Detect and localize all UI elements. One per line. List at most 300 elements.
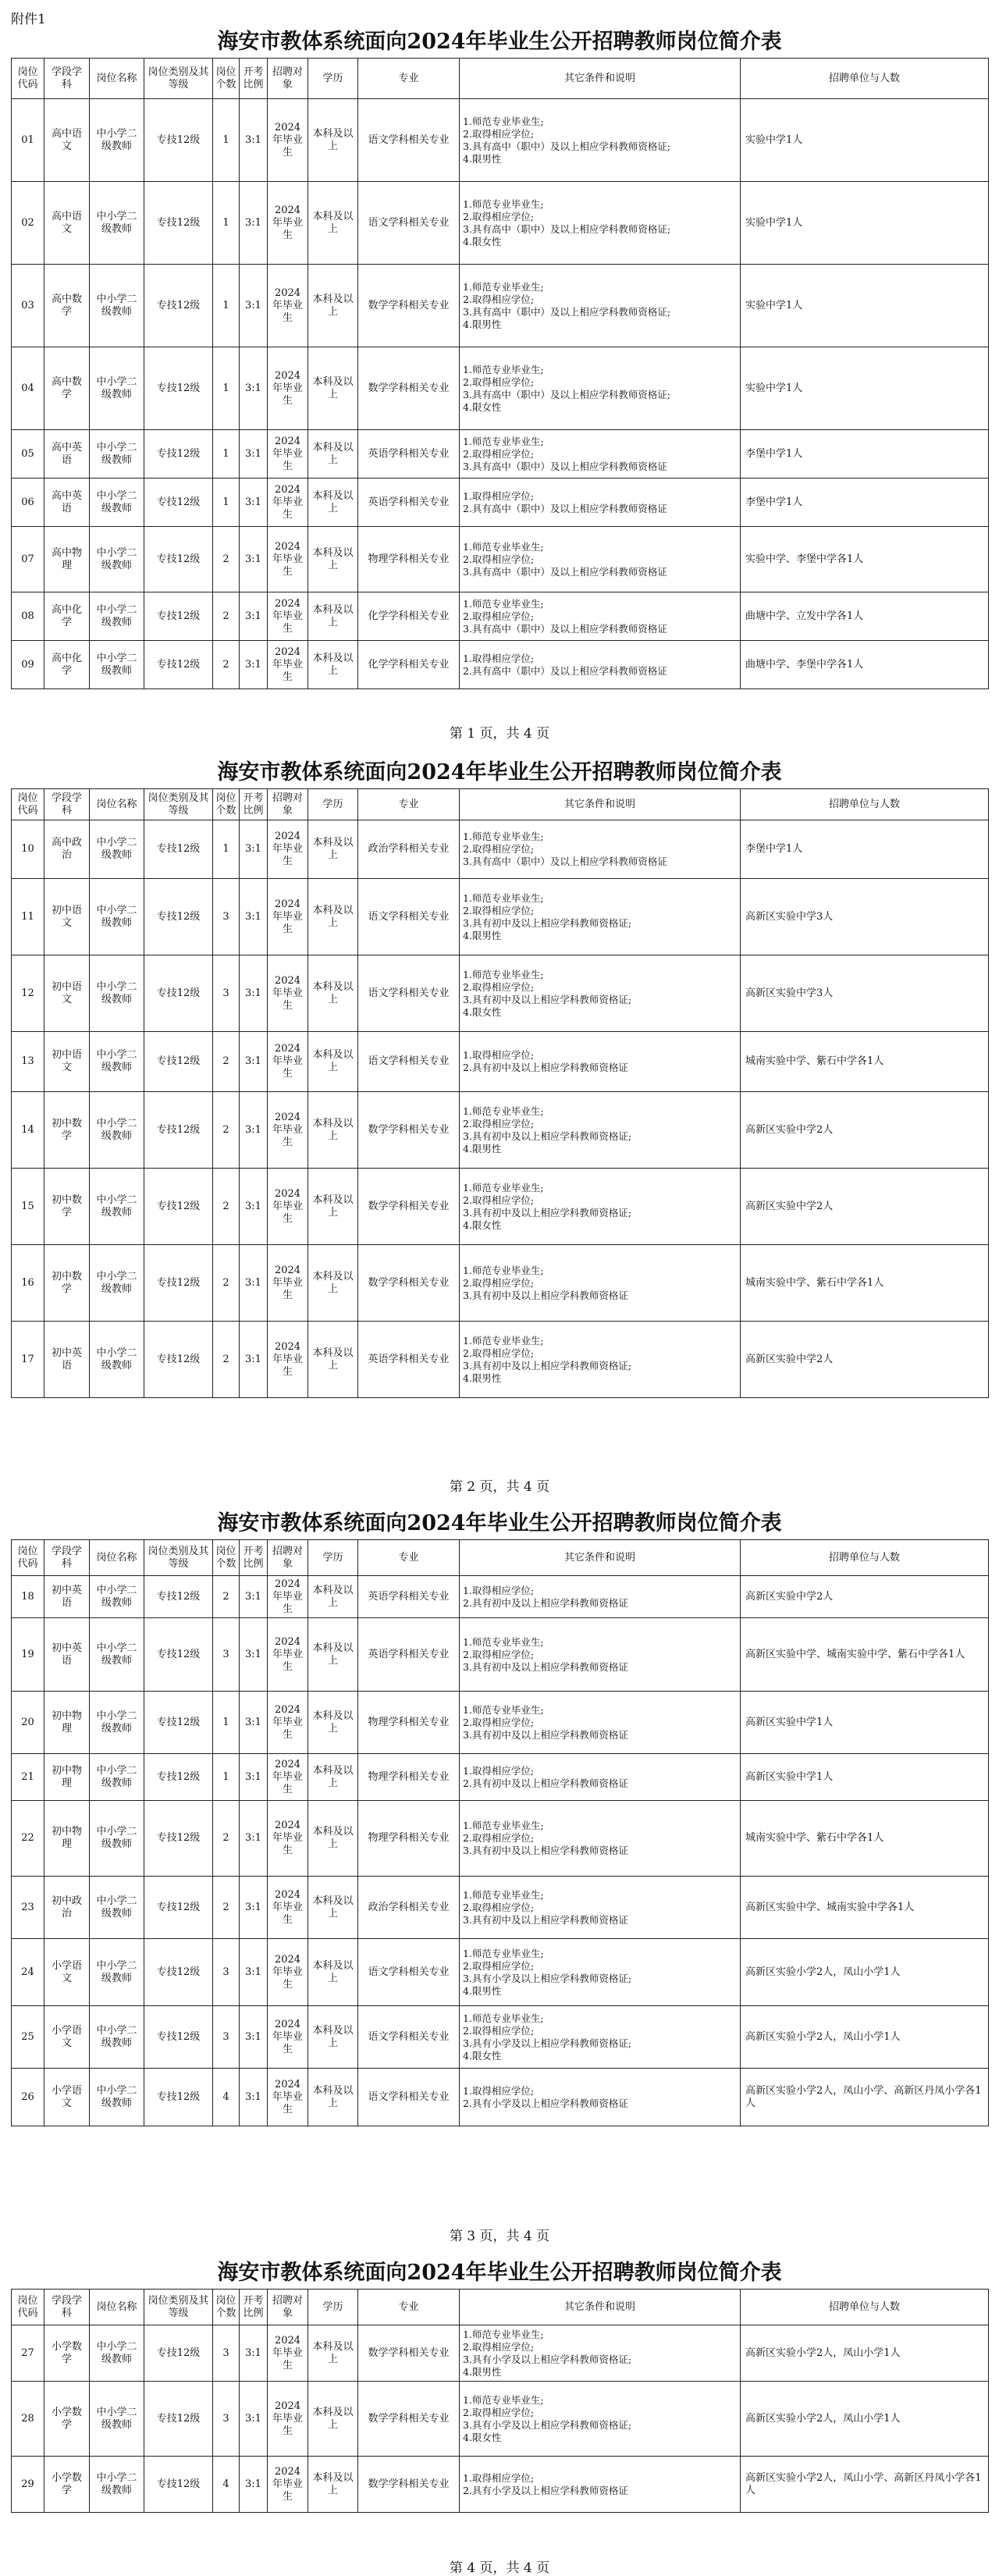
cell-grade: 专技12级	[144, 1245, 213, 1322]
cell-target: 2024年毕业生	[268, 1576, 308, 1618]
column-header-post: 岗位名称	[90, 1540, 144, 1576]
column-header-edu: 学历	[308, 59, 358, 99]
requirement-line: 2.取得相应学位;	[463, 2406, 535, 2418]
cell-code: 17	[12, 1322, 44, 1398]
cell-units: 实验中学1人	[741, 182, 989, 265]
cell-edu: 本科及以上	[308, 430, 358, 479]
cell-count: 2	[213, 1322, 240, 1398]
cell-target: 2024年毕业生	[268, 1092, 308, 1169]
requirement-line: 3.具有高中（职中）及以上相应学科教师资格证;	[463, 305, 671, 318]
cell-req	[460, 2382, 741, 2457]
column-header-major: 专业	[358, 59, 460, 99]
cell-edu: 本科及以上	[308, 479, 358, 527]
cell-subject: 小学语文	[44, 2006, 90, 2069]
column-header-post: 岗位名称	[90, 2290, 144, 2325]
cell-count: 2	[213, 1169, 240, 1245]
cell-ratio: 3:1	[240, 1245, 268, 1322]
requirement-line: 1.师范专业毕业生;	[463, 363, 544, 375]
cell-major: 物理学科相关专业	[358, 1754, 460, 1801]
cell-edu: 本科及以上	[308, 1877, 358, 1939]
cell-req	[460, 592, 741, 641]
page-title: 海安市教体系统面向2024年毕业生公开招聘教师岗位简介表	[217, 30, 782, 54]
cell-post: 中小学二级教师	[90, 479, 144, 527]
cell-subject: 初中语文	[44, 879, 90, 955]
cell-post: 中小学二级教师	[90, 99, 144, 182]
cell-subject: 高中英语	[44, 430, 90, 479]
cell-subject: 初中英语	[44, 1322, 90, 1398]
requirement-line: 2.取得相应学位;	[463, 1347, 535, 1359]
cell-post: 中小学二级教师	[90, 265, 144, 347]
cell-count: 3	[213, 2325, 240, 2382]
requirement-line: 1.师范专业毕业生;	[463, 891, 544, 904]
cell-ratio: 3:1	[240, 430, 268, 479]
cell-req	[460, 2457, 741, 2513]
cell-post: 中小学二级教师	[90, 1245, 144, 1322]
cell-grade: 专技12级	[144, 641, 213, 689]
cell-target: 2024年毕业生	[268, 1754, 308, 1801]
table-row	[12, 879, 989, 955]
cell-target: 2024年毕业生	[268, 479, 308, 527]
requirement-line: 2.取得相应学位;	[463, 127, 535, 140]
cell-subject: 高中语文	[44, 182, 90, 265]
page-1	[11, 27, 988, 689]
cell-code: 24	[12, 1939, 44, 2006]
cell-edu: 本科及以上	[308, 527, 358, 592]
cell-grade: 专技12级	[144, 1801, 213, 1877]
cell-ratio: 3:1	[240, 1576, 268, 1618]
requirement-line: 2.具有高中（职中）及以上相应学科教师资格证	[463, 502, 667, 514]
cell-grade: 专技12级	[144, 347, 213, 430]
page-footer: 第 1 页，共 4 页	[449, 726, 550, 742]
requirement-line: 2.取得相应学位;	[463, 1832, 535, 1844]
column-header-post: 岗位名称	[90, 789, 144, 820]
table-row	[12, 527, 989, 592]
cell-count: 2	[213, 1245, 240, 1322]
cell-grade: 专技12级	[144, 1754, 213, 1801]
requirement-line: 2.取得相应学位;	[463, 1194, 535, 1206]
cell-ratio: 3:1	[240, 182, 268, 265]
cell-req	[460, 1092, 741, 1169]
column-header-code: 岗位代码	[12, 789, 44, 820]
requirement-line: 2.取得相应学位;	[463, 843, 535, 855]
requirement-line: 3.具有高中（职中）及以上相应学科教师资格证	[463, 460, 667, 472]
cell-major: 物理学科相关专业	[358, 1801, 460, 1877]
cell-req	[460, 1032, 741, 1092]
cell-major: 英语学科相关专业	[358, 430, 460, 479]
cell-units: 高新区实验中学2人	[741, 1576, 989, 1618]
cell-major: 数学学科相关专业	[358, 2382, 460, 2457]
page-2	[11, 757, 988, 1398]
page-4	[11, 2258, 988, 2513]
cell-grade: 专技12级	[144, 1939, 213, 2006]
cell-target: 2024年毕业生	[268, 1877, 308, 1939]
cell-post: 中小学二级教师	[90, 1801, 144, 1877]
column-header-ratio: 开考比例	[240, 1540, 268, 1576]
cell-count: 1	[213, 1754, 240, 1801]
table-row	[12, 820, 989, 879]
requirement-line: 2.取得相应学位;	[463, 210, 535, 222]
cell-ratio: 3:1	[240, 1618, 268, 1692]
cell-units: 高新区实验小学2人，凤山小学、高新区丹凤小学各1人	[741, 2069, 989, 2126]
cell-units: 高新区实验中学1人	[741, 1754, 989, 1801]
cell-major: 语文学科相关专业	[358, 99, 460, 182]
table-header-row	[12, 1540, 989, 1576]
requirement-line: 3.具有初中及以上相应学科教师资格证;	[463, 993, 632, 1005]
page-title: 海安市教体系统面向2024年毕业生公开招聘教师岗位简介表	[217, 2261, 782, 2285]
cell-target: 2024年毕业生	[268, 1032, 308, 1092]
page-footer: 第 3 页，共 4 页	[449, 2229, 550, 2244]
cell-major: 英语学科相关专业	[358, 1576, 460, 1618]
cell-code: 28	[12, 2382, 44, 2457]
column-header-count: 岗位个数	[213, 2290, 240, 2325]
cell-target: 2024年毕业生	[268, 1245, 308, 1322]
cell-ratio: 3:1	[240, 2457, 268, 2513]
cell-subject: 高中化学	[44, 641, 90, 689]
cell-grade: 专技12级	[144, 430, 213, 479]
column-header-major: 专业	[358, 2290, 460, 2325]
cell-ratio: 3:1	[240, 1032, 268, 1092]
cell-post: 中小学二级教师	[90, 1032, 144, 1092]
cell-major: 语文学科相关专业	[358, 2069, 460, 2126]
cell-post: 中小学二级教师	[90, 1754, 144, 1801]
requirement-line: 1.师范专业毕业生;	[463, 2393, 544, 2406]
column-header-count: 岗位个数	[213, 59, 240, 99]
cell-ratio: 3:1	[240, 641, 268, 689]
requirement-line: 1.师范专业毕业生;	[463, 1334, 544, 1347]
cell-edu: 本科及以上	[308, 2457, 358, 2513]
cell-post: 中小学二级教师	[90, 641, 144, 689]
column-header-req: 其它条件和说明	[460, 789, 741, 820]
cell-code: 27	[12, 2325, 44, 2382]
cell-units: 高新区实验小学2人，凤山小学1人	[741, 2382, 989, 2457]
requirement-line: 1.师范专业毕业生;	[463, 435, 544, 447]
cell-subject: 小学数学	[44, 2457, 90, 2513]
cell-post: 中小学二级教师	[90, 1322, 144, 1398]
cell-edu: 本科及以上	[308, 1754, 358, 1801]
requirement-line: 2.取得相应学位;	[463, 1959, 535, 1972]
cell-units: 曲塘中学、李堡中学各1人	[741, 641, 989, 689]
cell-count: 1	[213, 265, 240, 347]
table-row	[12, 1692, 989, 1754]
column-header-major: 专业	[358, 1540, 460, 1576]
cell-code: 11	[12, 879, 44, 955]
requirement-line: 2.具有初中及以上相应学科教师资格证	[463, 1777, 628, 1789]
column-header-subject: 学段学科	[44, 1540, 90, 1576]
table-row	[12, 1754, 989, 1801]
cell-post: 中小学二级教师	[90, 2457, 144, 2513]
cell-subject: 高中语文	[44, 99, 90, 182]
table-row	[12, 592, 989, 641]
requirement-line: 2.取得相应学位;	[463, 1117, 535, 1130]
requirement-line: 4.限女性	[463, 1005, 502, 1018]
cell-target: 2024年毕业生	[268, 99, 308, 182]
requirement-line: 1.取得相应学位;	[463, 1764, 535, 1777]
cell-req	[460, 1618, 741, 1692]
cell-ratio: 3:1	[240, 1169, 268, 1245]
requirement-line: 2.取得相应学位;	[463, 1648, 535, 1660]
column-header-units: 招聘单位与人数	[741, 2290, 989, 2325]
cell-code: 06	[12, 479, 44, 527]
requirement-line: 4.限男性	[463, 152, 502, 165]
cell-subject: 初中物理	[44, 1801, 90, 1877]
cell-post: 中小学二级教师	[90, 347, 144, 430]
cell-post: 中小学二级教师	[90, 430, 144, 479]
cell-req	[460, 1322, 741, 1398]
requirement-line: 4.限男性	[463, 1984, 502, 1997]
cell-ratio: 3:1	[240, 479, 268, 527]
cell-post: 中小学二级教师	[90, 879, 144, 955]
requirement-line: 1.师范专业毕业生;	[463, 540, 544, 553]
cell-post: 中小学二级教师	[90, 2069, 144, 2126]
requirement-line: 4.限女性	[463, 2049, 502, 2062]
requirement-line: 4.限女性	[463, 2431, 502, 2443]
cell-subject: 初中物理	[44, 1754, 90, 1801]
cell-target: 2024年毕业生	[268, 2069, 308, 2126]
cell-subject: 小学数学	[44, 2325, 90, 2382]
column-header-ratio: 开考比例	[240, 2290, 268, 2325]
requirement-line: 1.师范专业毕业生;	[463, 2328, 544, 2340]
cell-post: 中小学二级教师	[90, 1939, 144, 2006]
cell-ratio: 3:1	[240, 347, 268, 430]
cell-post: 中小学二级教师	[90, 1877, 144, 1939]
cell-ratio: 3:1	[240, 1939, 268, 2006]
column-header-target: 招聘对象	[268, 2290, 308, 2325]
cell-code: 12	[12, 955, 44, 1032]
cell-grade: 专技12级	[144, 879, 213, 955]
requirement-line: 4.限男性	[463, 1372, 502, 1384]
cell-grade: 专技12级	[144, 1169, 213, 1245]
cell-code: 01	[12, 99, 44, 182]
cell-grade: 专技12级	[144, 1692, 213, 1754]
cell-code: 26	[12, 2069, 44, 2126]
requirement-line: 3.具有小学及以上相应学科教师资格证;	[463, 2037, 632, 2049]
requirement-line: 2.取得相应学位;	[463, 1716, 535, 1728]
cell-post: 中小学二级教师	[90, 1092, 144, 1169]
column-header-major: 专业	[358, 789, 460, 820]
cell-req	[460, 1245, 741, 1322]
cell-count: 4	[213, 2069, 240, 2126]
cell-count: 3	[213, 2382, 240, 2457]
cell-edu: 本科及以上	[308, 1092, 358, 1169]
cell-units: 高新区实验小学2人，凤山小学、高新区丹凤小学各1人	[741, 2457, 989, 2513]
requirement-line: 1.师范专业毕业生;	[463, 1888, 544, 1901]
cell-edu: 本科及以上	[308, 1618, 358, 1692]
cell-target: 2024年毕业生	[268, 592, 308, 641]
table-row	[12, 2382, 989, 2457]
requirement-line: 1.师范专业毕业生;	[463, 280, 544, 293]
requirement-line: 1.师范专业毕业生;	[463, 1947, 544, 1959]
cell-units: 高新区实验中学、城南实验中学、紫石中学各1人	[741, 1618, 989, 1692]
cell-ratio: 3:1	[240, 2325, 268, 2382]
cell-req	[460, 1877, 741, 1939]
column-header-count: 岗位个数	[213, 789, 240, 820]
cell-units: 高新区实验中学2人	[741, 1169, 989, 1245]
requirement-line: 1.取得相应学位;	[463, 2084, 535, 2097]
cell-major: 数学学科相关专业	[358, 2457, 460, 2513]
cell-subject: 初中英语	[44, 1576, 90, 1618]
cell-subject: 初中数学	[44, 1092, 90, 1169]
requirement-line: 2.取得相应学位;	[463, 980, 535, 993]
cell-units: 高新区实验中学3人	[741, 879, 989, 955]
cell-major: 语文学科相关专业	[358, 1032, 460, 1092]
requirement-line: 1.师范专业毕业生;	[463, 968, 544, 980]
cell-major: 化学学科相关专业	[358, 592, 460, 641]
cell-count: 2	[213, 1092, 240, 1169]
cell-req	[460, 1754, 741, 1801]
cell-edu: 本科及以上	[308, 1245, 358, 1322]
requirement-line: 4.限女性	[463, 1219, 502, 1231]
cell-subject: 高中政治	[44, 820, 90, 879]
cell-ratio: 3:1	[240, 2006, 268, 2069]
cell-major: 数学学科相关专业	[358, 2325, 460, 2382]
cell-code: 08	[12, 592, 44, 641]
cell-subject: 初中数学	[44, 1245, 90, 1322]
column-header-subject: 学段学科	[44, 789, 90, 820]
cell-count: 3	[213, 1618, 240, 1692]
requirement-line: 1.师范专业毕业生;	[463, 1105, 544, 1117]
cell-count: 1	[213, 182, 240, 265]
cell-grade: 专技12级	[144, 820, 213, 879]
table-row	[12, 955, 989, 1032]
cell-edu: 本科及以上	[308, 265, 358, 347]
cell-count: 2	[213, 527, 240, 592]
column-header-post: 岗位名称	[90, 59, 144, 99]
cell-code: 07	[12, 527, 44, 592]
cell-ratio: 3:1	[240, 265, 268, 347]
cell-req	[460, 879, 741, 955]
cell-req	[460, 265, 741, 347]
attachment-label: 附件1	[11, 12, 46, 27]
cell-subject: 高中物理	[44, 527, 90, 592]
cell-units: 李堡中学1人	[741, 430, 989, 479]
requirement-line: 2.取得相应学位;	[463, 610, 535, 622]
cell-grade: 专技12级	[144, 1322, 213, 1398]
cell-target: 2024年毕业生	[268, 2382, 308, 2457]
cell-grade: 专技12级	[144, 182, 213, 265]
cell-req	[460, 955, 741, 1032]
cell-units: 城南实验中学、紫石中学各1人	[741, 1032, 989, 1092]
cell-units: 城南实验中学、紫石中学各1人	[741, 1801, 989, 1877]
cell-edu: 本科及以上	[308, 2382, 358, 2457]
table-row	[12, 1092, 989, 1169]
cell-post: 中小学二级教师	[90, 592, 144, 641]
column-header-grade: 岗位类别及其等级	[144, 2290, 213, 2325]
cell-count: 1	[213, 820, 240, 879]
cell-target: 2024年毕业生	[268, 820, 308, 879]
cell-ratio: 3:1	[240, 1692, 268, 1754]
cell-subject: 小学语文	[44, 2069, 90, 2126]
requirement-line: 1.师范专业毕业生;	[463, 1181, 544, 1194]
cell-code: 25	[12, 2006, 44, 2069]
cell-subject: 小学数学	[44, 2382, 90, 2457]
column-header-target: 招聘对象	[268, 789, 308, 820]
cell-grade: 专技12级	[144, 1092, 213, 1169]
requirement-line: 1.取得相应学位;	[463, 2471, 535, 2484]
column-header-target: 招聘对象	[268, 59, 308, 99]
cell-req	[460, 2006, 741, 2069]
table-header-row	[12, 59, 989, 99]
requirement-line: 1.取得相应学位;	[463, 1049, 535, 1061]
cell-post: 中小学二级教师	[90, 1692, 144, 1754]
table-row	[12, 265, 989, 347]
cell-count: 4	[213, 2457, 240, 2513]
cell-req	[460, 641, 741, 689]
cell-subject: 初中数学	[44, 1169, 90, 1245]
cell-code: 09	[12, 641, 44, 689]
requirement-line: 2.具有初中及以上相应学科教师资格证	[463, 1062, 628, 1073]
cell-units: 高新区实验中学2人	[741, 1322, 989, 1398]
cell-major: 政治学科相关专业	[358, 1877, 460, 1939]
table-row	[12, 1245, 989, 1322]
requirement-line: 1.师范专业毕业生;	[463, 1703, 544, 1716]
requirement-line: 1.师范专业毕业生;	[463, 197, 544, 210]
requirement-line: 1.师范专业毕业生;	[463, 1820, 544, 1831]
column-header-units: 招聘单位与人数	[741, 1540, 989, 1576]
requirement-line: 1.师范专业毕业生;	[463, 2012, 544, 2024]
cell-target: 2024年毕业生	[268, 430, 308, 479]
cell-ratio: 3:1	[240, 1092, 268, 1169]
cell-post: 中小学二级教师	[90, 182, 144, 265]
table-row	[12, 1169, 989, 1245]
cell-grade: 专技12级	[144, 2457, 213, 2513]
cell-subject: 初中语文	[44, 1032, 90, 1092]
cell-ratio: 3:1	[240, 592, 268, 641]
cell-subject: 高中数学	[44, 347, 90, 430]
cell-target: 2024年毕业生	[268, 182, 308, 265]
cell-count: 3	[213, 955, 240, 1032]
requirement-line: 2.具有高中（职中）及以上相应学科教师资格证	[463, 664, 667, 677]
requirement-line: 3.具有初中及以上相应学科教师资格证;	[463, 1130, 632, 1142]
cell-req	[460, 99, 741, 182]
cell-edu: 本科及以上	[308, 2006, 358, 2069]
cell-units: 高新区实验中学3人	[741, 955, 989, 1032]
requirement-line: 1.师范专业毕业生;	[463, 115, 544, 127]
cell-post: 中小学二级教师	[90, 2006, 144, 2069]
cell-count: 1	[213, 430, 240, 479]
cell-code: 21	[12, 1754, 44, 1801]
requirement-line: 3.具有初中及以上相应学科教师资格证	[463, 1289, 628, 1301]
cell-grade: 专技12级	[144, 955, 213, 1032]
cell-grade: 专技12级	[144, 2006, 213, 2069]
cell-units: 高新区实验小学2人，凤山小学1人	[741, 2006, 989, 2069]
cell-count: 3	[213, 879, 240, 955]
cell-req	[460, 2069, 741, 2126]
requirement-line: 3.具有高中（职中）及以上相应学科教师资格证;	[463, 222, 671, 235]
cell-major: 英语学科相关专业	[358, 1618, 460, 1692]
cell-code: 20	[12, 1692, 44, 1754]
cell-major: 英语学科相关专业	[358, 479, 460, 527]
cell-units: 城南实验中学、紫石中学各1人	[741, 1245, 989, 1322]
page-3	[11, 1508, 988, 2126]
cell-req	[460, 820, 741, 879]
column-header-grade: 岗位类别及其等级	[144, 789, 213, 820]
cell-major: 语文学科相关专业	[358, 182, 460, 265]
requirement-line: 2.取得相应学位;	[463, 2340, 535, 2353]
cell-edu: 本科及以上	[308, 99, 358, 182]
column-header-grade: 岗位类别及其等级	[144, 1540, 213, 1576]
job-posts-table	[11, 58, 989, 689]
cell-units: 曲塘中学、立发中学各1人	[741, 592, 989, 641]
column-header-ratio: 开考比例	[240, 59, 268, 99]
cell-count: 2	[213, 1877, 240, 1939]
cell-post: 中小学二级教师	[90, 2325, 144, 2382]
cell-count: 2	[213, 641, 240, 689]
requirement-line: 4.限男性	[463, 1142, 502, 1155]
cell-count: 1	[213, 347, 240, 430]
cell-grade: 专技12级	[144, 2382, 213, 2457]
requirement-line: 2.具有小学及以上相应学科教师资格证	[463, 2097, 628, 2109]
cell-edu: 本科及以上	[308, 1169, 358, 1245]
